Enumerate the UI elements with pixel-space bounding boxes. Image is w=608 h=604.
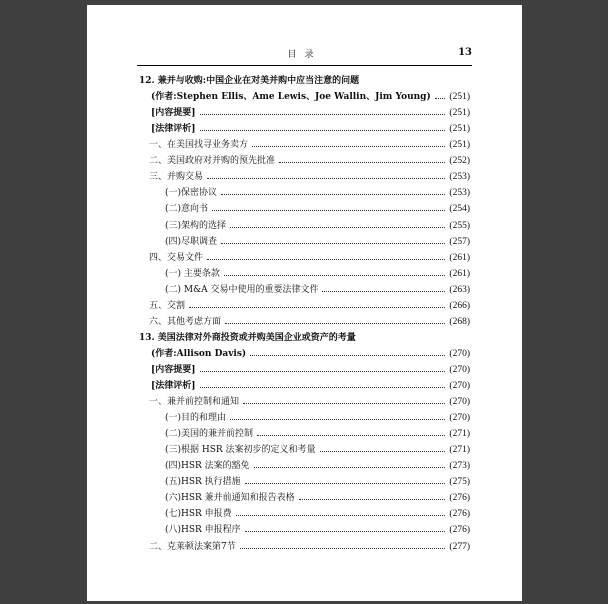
- toc-leader-dots: [245, 482, 446, 484]
- toc-leader-dots: [254, 466, 446, 468]
- toc-entry: [151, 344, 470, 359]
- toc-leader-dots: [230, 418, 445, 420]
- toc-entry-page: (276): [449, 493, 470, 504]
- toc-entry-page: (276): [449, 525, 470, 536]
- toc-entry: [165, 520, 470, 535]
- toc-entry-title: (八)HSR 申报程序: [165, 525, 241, 536]
- toc-entry-title: (三)架构的选择: [165, 220, 227, 231]
- toc-leader-dots: [200, 386, 446, 388]
- toc-leader-dots: [207, 258, 445, 260]
- toc-entry: [149, 248, 470, 263]
- toc-entry-page: (251): [449, 92, 470, 102]
- toc-leader-dots: [212, 209, 445, 211]
- toc-leader-dots: [299, 498, 446, 500]
- toc-entry-title: 四、交易文件: [149, 252, 204, 263]
- toc-entry-title: 二、美国政府对并购的预先批准: [149, 156, 276, 167]
- toc-leader-dots: [200, 370, 446, 372]
- toc-entry: [149, 537, 470, 552]
- document-page: [87, 5, 522, 601]
- toc-leader-dots: [243, 402, 445, 404]
- toc-entry-title: (作者:Allison Davis): [151, 348, 247, 359]
- toc-leader-dots: [225, 322, 445, 324]
- toc-entry-page: (275): [449, 477, 470, 488]
- toc-entry: [149, 296, 470, 311]
- toc-entry-title: (一)保密协议: [165, 188, 218, 199]
- toc-entry: [165, 280, 470, 295]
- toc-entry-title: [内容提要]: [151, 108, 196, 119]
- toc-entry: [165, 472, 470, 487]
- toc-entry: [165, 408, 470, 423]
- toc-leader-dots: [250, 354, 445, 356]
- toc-entry: [165, 504, 470, 519]
- toc-entry: [165, 232, 470, 247]
- toc-leader-dots: [221, 242, 445, 244]
- toc-entry-page: (277): [449, 541, 470, 552]
- toc-entry-title: (一)目的和理由: [165, 413, 227, 424]
- toc-entry-page: (254): [449, 204, 470, 215]
- toc-entry-page: (255): [449, 220, 470, 231]
- toc-entry: [165, 183, 470, 198]
- toc-leader-dots: [322, 290, 445, 292]
- toc-entry-page: (261): [449, 268, 470, 279]
- toc-entry-page: (270): [449, 380, 470, 391]
- toc-entry-title: (六)HSR 兼并前通知和报告表格: [165, 493, 295, 504]
- toc-entry-page: (257): [449, 236, 470, 247]
- toc-entry: [151, 87, 470, 102]
- header-rule: [137, 65, 472, 66]
- toc-leader-dots: [200, 113, 446, 115]
- toc-leader-dots: [236, 514, 446, 516]
- header-title: 目录: [287, 50, 322, 60]
- toc-leader-dots: [435, 97, 446, 99]
- toc-leader-dots: [240, 547, 446, 549]
- toc-entry-page: (270): [449, 397, 470, 407]
- toc-entry-title: 二、克莱顿法案第7节: [149, 541, 236, 552]
- toc-entry-title: 12. 兼并与收购:中国企业在对美并购中应当注意的问题: [139, 76, 360, 86]
- toc-entry: [165, 440, 470, 455]
- toc-entry-page: (252): [449, 156, 470, 167]
- toc-entry-page: (271): [449, 429, 470, 440]
- toc-entry-page: (276): [449, 509, 470, 520]
- toc-entry: [165, 424, 470, 439]
- toc-entry-page: (251): [449, 140, 470, 151]
- toc-entry: [151, 103, 470, 118]
- toc-entry-page: (271): [449, 445, 470, 456]
- page-header: [137, 47, 472, 63]
- toc-entry: [165, 488, 470, 503]
- toc-entry-title: (二) M&A 交易中使用的重要法律文件: [165, 284, 319, 295]
- toc-entry: [139, 328, 470, 343]
- toc-entry-title: (一) 主要条款: [165, 268, 220, 279]
- toc-leader-dots: [221, 193, 445, 195]
- toc-entry-title: 三、并购交易: [149, 172, 204, 183]
- toc-entry-page: (273): [449, 461, 470, 472]
- toc-entry-page: (263): [449, 284, 470, 295]
- toc-entry-title: [法律评析]: [151, 124, 196, 135]
- toc-entry-title: 六、其他考虑方面: [149, 316, 222, 327]
- toc-entry-title: (二)美国的兼并前控制: [165, 429, 254, 440]
- toc-leader-dots: [207, 177, 445, 179]
- toc-entry-page: (253): [449, 188, 470, 199]
- toc-entry: [165, 199, 470, 214]
- toc-leader-dots: [279, 161, 445, 163]
- toc-entry-title: 13. 美国法律对外商投资或并购美国企业或资产的考量: [139, 332, 356, 343]
- toc-entry-title: (作者:Stephen Ellis、Ame Lewis、Joe Wallin、Jim Young): [151, 92, 431, 102]
- toc-entry: [149, 151, 470, 166]
- toc-entry-page: (251): [449, 108, 470, 119]
- toc-entry: [149, 167, 470, 182]
- toc-leader-dots: [230, 226, 445, 228]
- toc-entry-title: 五、交割: [149, 300, 186, 311]
- toc-leader-dots: [189, 306, 445, 308]
- toc-leader-dots: [252, 145, 445, 147]
- toc-entry: [149, 312, 470, 327]
- toc-entry: [165, 216, 470, 231]
- toc-entry-title: 一、在美国找寻业务卖方: [149, 140, 249, 151]
- toc-entry: [149, 135, 470, 150]
- toc-leader-dots: [224, 274, 446, 276]
- toc-entry-page: (261): [449, 252, 470, 263]
- toc-entry: [151, 376, 470, 391]
- toc-entry-page: (251): [449, 124, 470, 135]
- toc-entry-title: (二)意向书: [165, 204, 209, 215]
- toc-entry: [151, 360, 470, 375]
- toc-entry-page: (253): [449, 172, 470, 183]
- toc-entry: [139, 71, 470, 86]
- header-page-number: 13: [458, 47, 472, 58]
- toc-entry-title: (四)尽职调查: [165, 236, 218, 247]
- toc-leader-dots: [320, 450, 446, 452]
- toc-entry-title: (七)HSR 申报费: [165, 509, 232, 520]
- toc-leader-dots: [257, 434, 445, 436]
- toc-entry-title: 一、兼并前控制和通知: [149, 397, 240, 407]
- toc-entry: [149, 392, 470, 407]
- toc-entry-page: (270): [449, 413, 470, 424]
- toc-leader-dots: [245, 530, 446, 532]
- toc-entry: [165, 264, 470, 279]
- toc-entry-page: (266): [449, 300, 470, 311]
- toc-leader-dots: [200, 129, 446, 131]
- toc-entry-title: (五)HSR 执行措施: [165, 477, 241, 488]
- toc-entry-title: (四)HSR 法案的豁免: [165, 461, 250, 472]
- toc-entry-page: (270): [449, 348, 470, 359]
- toc-entry-title: (三)根据 HSR 法案初步的定义和考量: [165, 445, 316, 456]
- toc-entry-page: (270): [449, 364, 470, 375]
- toc-entry: [151, 119, 470, 134]
- toc-entry-page: (268): [449, 316, 470, 327]
- toc-entry-title: [内容提要]: [151, 364, 196, 375]
- toc-entry: [165, 456, 470, 471]
- toc-entry-title: [法律评析]: [151, 380, 196, 391]
